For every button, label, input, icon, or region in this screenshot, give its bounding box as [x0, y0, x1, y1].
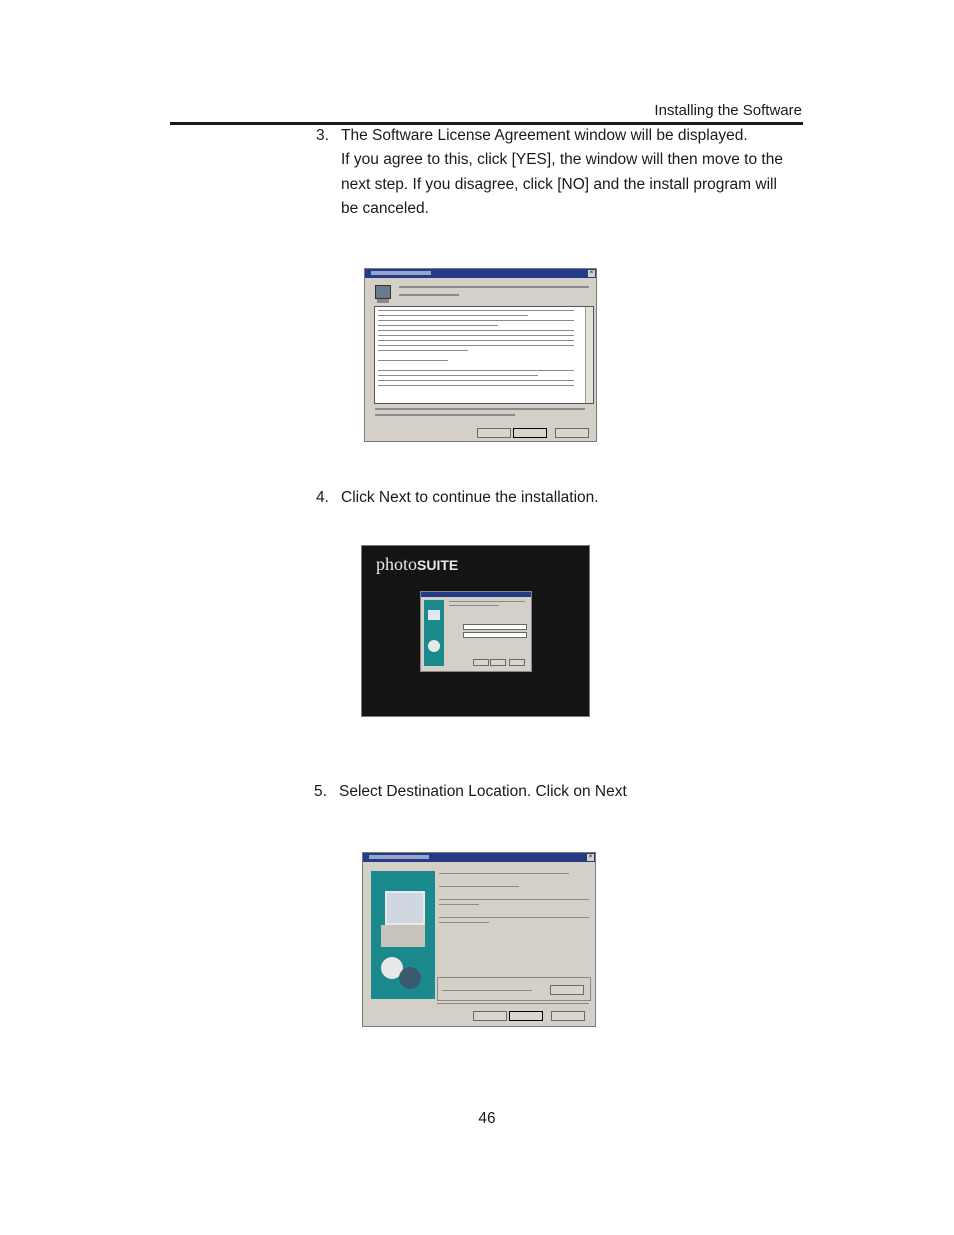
dialog-titlebar: ×	[365, 269, 596, 278]
running-header: Installing the Software	[654, 102, 802, 119]
scrollbar[interactable]	[585, 307, 593, 403]
photosuite-install-screenshot	[361, 545, 590, 717]
step-number: 5.	[314, 783, 327, 800]
step-line: next step. If you disagree, click [NO] and the install program will	[341, 176, 777, 193]
yes-button[interactable]	[513, 428, 547, 438]
setup-graphic	[424, 600, 444, 666]
photosuite-logo: photoSUITE	[376, 554, 459, 574]
setup-graphic	[371, 871, 435, 999]
step-line: If you agree to this, click [YES], the window will then move to the	[341, 151, 783, 168]
license-agreement-screenshot	[364, 268, 597, 442]
step-line: be canceled.	[341, 200, 429, 217]
next-button[interactable]	[509, 1011, 543, 1021]
back-button[interactable]	[473, 1011, 507, 1021]
destination-location-screenshot	[362, 852, 596, 1027]
computer-icon	[375, 285, 391, 299]
company-field[interactable]	[463, 632, 527, 638]
monitor-icon	[385, 891, 425, 925]
step-line: Click Next to continue the installation.	[341, 489, 599, 506]
license-text-box[interactable]	[374, 306, 594, 404]
no-button[interactable]	[555, 428, 589, 438]
step-line: Select Destination Location. Click on Next	[339, 783, 627, 800]
back-button[interactable]	[473, 659, 489, 666]
destination-folder-group	[437, 977, 591, 1001]
page-number: 46	[478, 1110, 496, 1127]
browse-button[interactable]	[550, 985, 584, 995]
step-line: The Software License Agreement window will be displayed.	[341, 127, 748, 144]
dialog-titlebar: ×	[363, 853, 595, 862]
step-number: 4.	[316, 489, 329, 506]
cancel-button[interactable]	[551, 1011, 585, 1021]
back-button[interactable]	[477, 428, 511, 438]
cancel-button[interactable]	[509, 659, 525, 666]
step-number: 3.	[316, 127, 329, 144]
name-field[interactable]	[463, 624, 527, 630]
user-info-dialog	[420, 591, 532, 672]
next-button[interactable]	[490, 659, 506, 666]
